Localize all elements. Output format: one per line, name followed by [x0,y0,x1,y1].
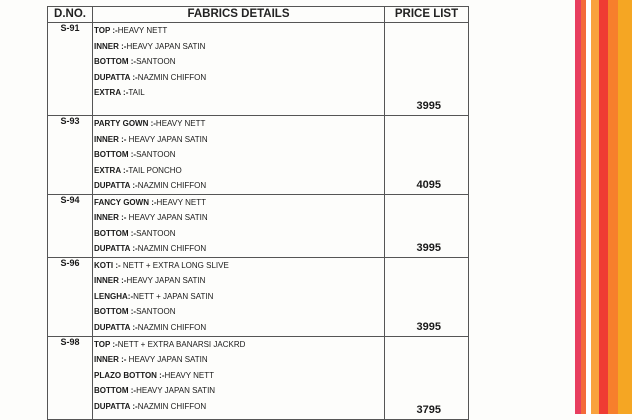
price-value: 4095 [416,178,441,191]
fabric-value: NAZMIN CHIFFON [137,72,207,82]
table-row [48,194,469,257]
fabric-value: SANTOON [136,307,176,316]
table-row [48,257,469,336]
fabric-line [93,320,384,336]
fabric-label: LENGHA:- [94,291,134,301]
fabric-value: HEAVY JAPAN SATIN [136,386,216,395]
fabric-value: NAZMIN CHIFFON [137,322,207,332]
fabric-label: INNER :- [94,213,127,222]
fabric-value: TAIL PONCHO [128,165,182,175]
fabric-value: NETT + JAPAN SATIN [133,291,214,301]
stripe [618,0,632,414]
price-value: 3795 [416,403,441,416]
price-cell [385,116,469,195]
fabric-label: EXTRA :- [94,88,129,97]
fabric-line [93,70,384,86]
fabric-label: DUPATTA :- [94,181,138,190]
fabric-label: BOTTOM :- [94,150,137,159]
fabric-value: HEAVY JAPAN SATIN [126,41,206,51]
fabric-line [93,273,384,289]
fabric-value: NETT + EXTRA BANARSI JACKRD [117,339,246,349]
fabric-value: HEAVY JAPAN SATIN [126,134,208,144]
fabric-value: NETT + EXTRA LONG SLIVE [120,260,229,270]
fabric-details [93,116,385,195]
fabric-line [93,337,384,353]
design-number: S-93 [48,116,93,195]
fabric-label: BOTTOM :- [94,386,137,395]
fabric-value: HEAVY JAPAN SATIN [126,213,208,222]
fabric-line [93,258,384,274]
price-cell [385,257,469,336]
fabric-line [93,195,384,211]
fabric-value: NAZMIN CHIFFON [137,181,207,190]
fabric-value: SANTOON [136,228,176,238]
fabric-label: INNER :- [94,134,127,144]
fabric-value: HEAVY NETT [155,119,206,128]
table-header-row [48,7,469,23]
fabric-value: HEAVY NETT [117,26,168,35]
fabric-label: INNER :- [94,41,127,51]
fabric-value: HEAVY JAPAN SATIN [126,276,206,285]
fabric-label: TOP :- [94,339,118,349]
fabric-label: BOTTOM :- [94,307,137,316]
stripe [599,0,608,414]
header-price-list: PRICE LIST [385,7,469,23]
fabric-line [93,39,384,55]
fabric-line [93,163,384,179]
fabric-label: KOTI :- [94,260,121,270]
fabric-label: BOTTOM :- [94,57,137,66]
table-row [48,116,469,195]
fabric-value: HEAVY JAPAN SATIN [126,355,208,364]
fabric-line [93,289,384,305]
design-number: S-94 [48,194,93,257]
fabric-line [93,210,384,226]
price-value: 3995 [416,320,441,333]
fabric-value: SANTOON [136,150,176,159]
fabric-value: NAZMIN CHIFFON [137,244,207,253]
stripe [591,0,599,414]
price-cell [385,23,469,116]
price-cell [385,336,469,419]
header-fabrics-details: FABRICS DETAILS [93,7,385,23]
fabric-label: DUPATTA :- [94,72,138,82]
fabric-details [93,23,385,116]
table-row [48,336,469,419]
fabric-line [93,241,384,257]
table-row [48,23,469,116]
fabric-line [93,54,384,70]
price-value: 3995 [416,241,441,254]
decorative-stripes [575,0,632,414]
stripe [608,0,618,414]
fabric-line [93,383,384,399]
fabric-line [93,132,384,148]
fabric-label: TOP :- [94,26,118,35]
design-number: S-96 [48,257,93,336]
fabric-label: INNER :- [94,355,127,364]
fabric-line [93,226,384,242]
fabric-label: BOTTOM :- [94,228,137,238]
fabric-value: HEAVY NETT [164,370,215,380]
fabric-line [93,304,384,320]
fabric-label: EXTRA :- [94,165,129,175]
fabric-value: TAIL [128,88,145,97]
fabric-line [93,23,384,39]
design-number: S-98 [48,336,93,419]
fabric-details [93,194,385,257]
fabric-line [93,116,384,132]
fabric-line [93,178,384,194]
fabric-label: PLAZO BOTTON :- [94,370,165,380]
price-value: 3995 [416,100,441,112]
fabric-label: DUPATTA :- [94,244,138,253]
fabric-value: HEAVY NETT [156,197,207,207]
fabric-label: DUPATTA :- [94,322,138,332]
fabric-value: NAZMIN CHIFFON [137,401,207,411]
fabric-value: SANTOON [136,57,176,66]
design-number: S-91 [48,23,93,116]
fabric-label: FANCY GOWN :- [94,197,157,207]
price-list-table [47,6,469,420]
fabric-line [93,368,384,384]
fabric-line [93,147,384,163]
fabric-line [93,85,384,101]
fabric-details [93,336,385,419]
fabric-details [93,257,385,336]
fabric-label: PARTY GOWN :- [94,119,156,128]
fabric-line [93,399,384,415]
fabric-line [93,352,384,368]
header-dno: D.NO. [48,7,93,23]
fabric-label: INNER :- [94,276,127,285]
price-cell [385,194,469,257]
fabric-label: DUPATTA :- [94,401,138,411]
